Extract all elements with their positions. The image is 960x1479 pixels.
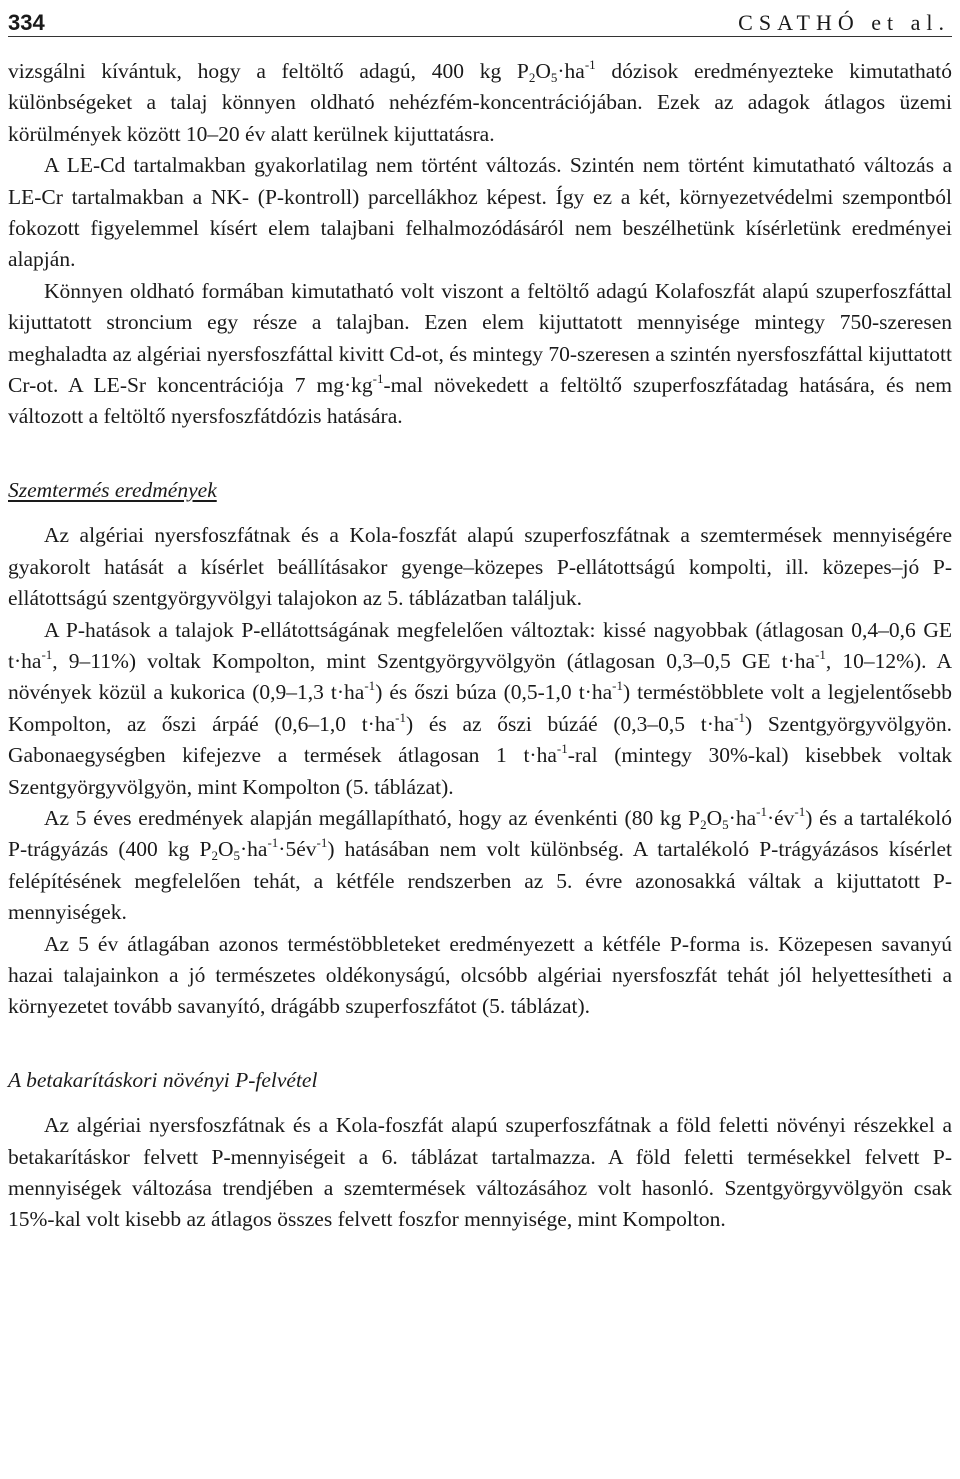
paragraph: Könnyen oldható formában kimutatható volt viszont a feltöltő adagú Kolafoszfát alapú szuperfoszfáttal kijuttatott stroncium egy része a talajban. Ezen elem kijuttatott mennyisége mintegy 750-szeresen meghaladta az algériai nyersfoszfáttal kivitt Cd-ot, és mintegy 70-szeresen a szintén nyersfoszfáttal kijuttatott Cr-ot. A LE-Sr koncentrációja 7 $mg\cdot kg^{-1}$-mal növekedett a feltöltő szuperfoszfátadag hatására, és nem változott a feltöltő nyersfoszfátdózis hatására. [8, 278, 953, 429]
paragraph: A LE-Cd tartalmakban gyakorlatilag nem történt változás. Szintén nem történt kimutatható változás a LE-Cr tartalmakban a NK- (P-kontroll) parcellákhoz képest. Így ez a két, környezetvédelmi szempontból fokozott figyelemmel kísért elem talajbani felhalmozódásáról nem beszélhetünk kísérletünk eredményei alapján. [8, 153, 952, 272]
running-header [8, 6, 952, 37]
section-heading-p-uptake: A betakarításkori növényi P-felvétel [8, 1067, 318, 1092]
paragraph: A P-hatások a talajok P-ellátottságának megfelelően változtak: kissé nagyobbak (átlagosan 0,4–0,6 GE $t\cdot ha^{-1}$, 9–11%) voltak Kompolton, mint Szentgyörgyvölgyön (átlagosan 0,3–0,5 GE $t\cdot ha^{-1}$, 10–12%). A növények közül a kukorica (0,9–1,3 $t\cdot ha^{-1}$) és őszi búza (0,5-1,0 $t\cdot ha^{-1}$) terméstöbblete volt a legjelentősebb Kompolton, az őszi árpáé (0,6–1,0 $t\cdot ha^{-1}$) és az őszi búzáé (0,3–0,5 $t\cdot ha^{-1}$) Szentgyörgyvölgyön. Gabonaegységben kifejezve a termések átlagosan 1 $t\cdot ha^{-1}$-ral (mintegy 30%-kal) kisebbek voltak Szentgyörgyvölgyön, mint Kompolton (5. táblázat). [8, 617, 952, 799]
page-number: 334 [8, 10, 45, 35]
article-body [8, 56, 952, 1236]
paragraph: vizsgálni kívántuk, hogy a feltöltő adagú, 400 kg $P_2O_5\cdot ha^{-1}$ dózisok eredményezteke kimutatható különbségeket a talaj könnyen oldható nehézfém-koncentrációjában. Ezek az adagok átlagos üzemi körülmények között 10–20 év alatt kerülnek kijuttatásra. [8, 57, 952, 146]
section-heading-grain-yield: Szemtermés eredmények [8, 477, 217, 502]
paragraph: Az 5 év átlagában azonos terméstöbbleteket eredményezett a kétféle P-forma is. Közepesen savanyú hazai talajainkon a jó természetes oldékonyságú, olcsóbb algériai nyersfoszfát tehát jól helyettesítheti a környezetet tovább savanyító, drágább szuperfoszfátot (5. táblázat). [8, 931, 952, 1019]
paragraph: Az algériai nyersfoszfátnak és a Kola-foszfát alapú szuperfoszfátnak a föld feletti növényi részekkel a betakarításkor felvett P-mennyiségeit a 6. táblázat tartalmazza. A föld feletti termésekkel felvett P-mennyiségek változása trendjében a szemtermések változásához volt hasonló. Szentgyörgyvölgyön csak 15%-kal volt kisebb az átlagos összes felvett foszfor mennyisége, mint Kompolton. [8, 1113, 952, 1232]
paragraph: Az algériai nyersfoszfátnak és a Kola-foszfát alapú szuperfoszfátnak a szemtermések mennyiségére gyakorolt hatását a kísérlet beállításakor gyenge–közepes P-ellátottságú kompolti, ill. közepes–jó P-ellátottságú szentgyörgyvölgyi talajokon az 5. táblázatban találjuk. [8, 523, 952, 611]
running-head-authors: CSATHÓ et al. [738, 10, 950, 35]
paragraph: Az 5 éves eredmények alapján megállapítható, hogy az évenkénti (80 kg $P_2O_5\cdot ha^{-1}\cdot év^{-1}$) és a tartalékoló P-trágyázás (400 kg $P_2O_5\cdot ha^{-1}\cdot 5év^{-1}$) hatásában nem volt különbség. A tartalékoló P-trágyázásos kísérlet felépítésének megfelelően tehát, a kétféle rendszerben az 5. évre azonosakká váltak a kijuttatott P-mennyiségek. [8, 803, 953, 925]
